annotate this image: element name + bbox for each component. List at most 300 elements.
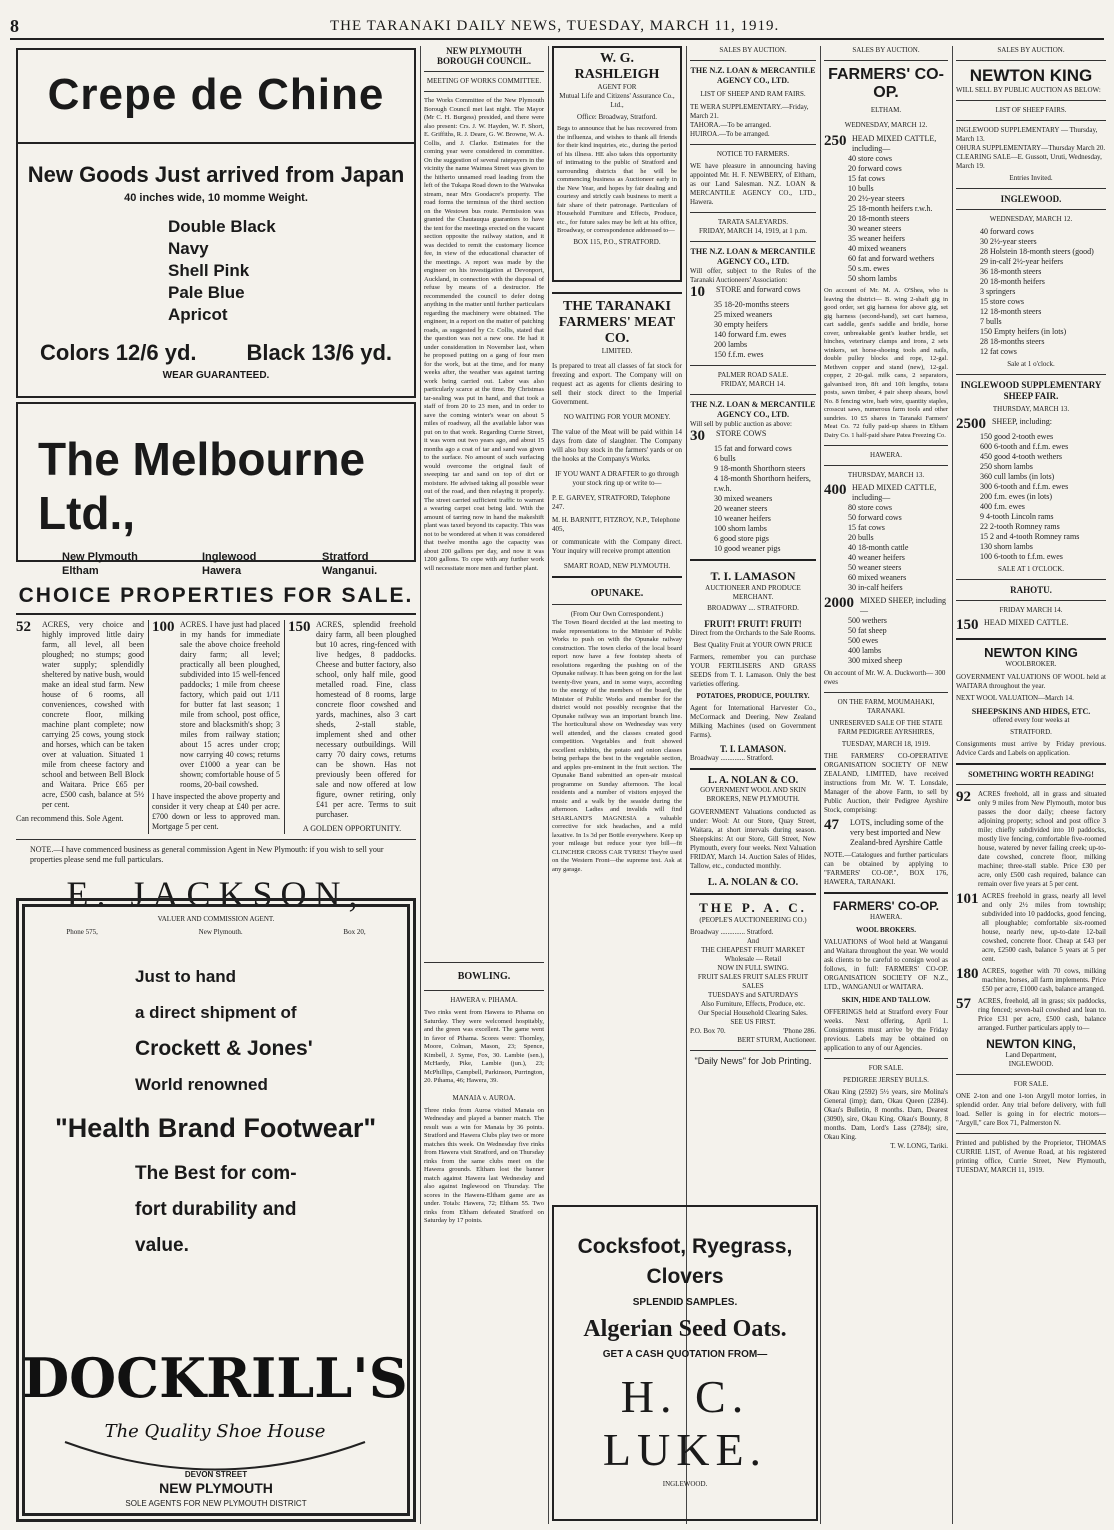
list-item: 50 fat sheep [848, 626, 887, 635]
list-item: 40 weaner heifers [848, 553, 905, 562]
rashleigh-body: Begs to announce that he has recovered from the influenza, and wishes to thank all friends for their kind inquiries, etc., during the period of his illness. HE also takes this opportunity of intimating to the public of Stratford and surrounding districts that he will be commencing business as Auctioneer early in the New Year, and hopes by fair dealing and courtesy and strictly cash business to merit a fair share of their patronage. Particulars of Household Furniture and Effects, Produce, etc., for future sales may be left at his office, Broadway, or correspondence addressed to— [557, 125, 677, 234]
dockrill-agents: SOLE AGENTS FOR NEW PLYMOUTH DISTRICT [125, 1499, 307, 1508]
list-item: 22 2-tooth Romney rams [980, 522, 1060, 531]
lot10-list [690, 300, 816, 360]
eltham-title: ELTHAM. [870, 106, 902, 114]
lot-title: SHEEP, including: [992, 417, 1053, 426]
nk3-loc: INGLEWOOD. [1008, 1060, 1054, 1068]
consign-body: Consignments must arrive by Friday previous. Advice Cards and Labels on application. [956, 740, 1106, 757]
tag-line: fort durability and [135, 1199, 297, 1220]
fair-item: INGLEWOOD SUPPLEMENTARY — Thursday, March 13. [956, 126, 1098, 143]
freezing-contact1: P. E. GARVEY, STRATFORD, Telephone 247. [552, 494, 671, 511]
melbourne-name: The Melbourne Ltd., [38, 433, 366, 539]
list-item: 15 fat and forward cows [714, 444, 792, 453]
hides-sub: offered every four weeks at [992, 716, 1070, 724]
divider [690, 893, 816, 895]
notice-body: WE have pleasure in announcing having appointed Mr. H. F. NEWBERY, of Eltham, as our Land Salesman. N.Z. LOAN & MERCANTILE AGENCY CO., LTD., Hawera. [690, 162, 816, 206]
skin-title: SKIN, HIDE AND TALLOW. [841, 996, 931, 1004]
fc-title: FARMERS' CO-OP. [828, 66, 944, 101]
list-item: 25 mixed weaners [714, 310, 773, 319]
freezing-drafter: IF YOU WANT A DRAFTER to go through your stock ring up or write to— [555, 470, 679, 487]
list-item: 140 forward f.m. ewes [714, 330, 787, 339]
seed-quote: GET A CASH QUOTATION FROM— [602, 1349, 768, 1360]
column-borough [424, 46, 544, 1524]
borough-subtitle: MEETING OF WORKS COMMITTEE. [426, 77, 542, 85]
lot-52 [16, 620, 144, 834]
divider [690, 1050, 816, 1051]
freezing-no-wait: NO WAITING FOR YOUR MONEY. [563, 413, 671, 421]
freezing-ad [552, 292, 682, 578]
list-item: 20 2½-year steers [848, 194, 905, 203]
crepe-ad [16, 48, 416, 398]
lot30-list [690, 444, 816, 554]
divider [690, 768, 816, 770]
list-item: 150 Empty heifers (in lots) [980, 327, 1067, 336]
nzloan3-intro: Will sell by public auction as above: [690, 420, 792, 428]
jersey-sign: T. W. LONG, Tariki. [890, 1142, 948, 1150]
seed-title2: Clovers [646, 1265, 724, 1288]
column-rule [820, 46, 821, 1524]
pac-fruit: THE CHEAPEST FRUIT MARKET [701, 946, 805, 954]
divider [690, 212, 816, 213]
divider [824, 892, 948, 894]
list-item: 4 18-month Shorthorn heifers, r.w.h. [714, 474, 811, 493]
divider [956, 374, 1106, 375]
crepe-color-list [168, 216, 414, 326]
ing-date: WEDNESDAY, MARCH 12. [989, 215, 1073, 223]
divider [956, 120, 1106, 121]
lot-title: STORE COWS [716, 429, 767, 438]
color-item: Double Black [168, 217, 276, 236]
choice-properties-ad [16, 570, 416, 936]
entries-note: Entries Invited. [1009, 174, 1053, 182]
list-item: 360 cull lambs (in lots) [980, 472, 1055, 481]
lot-title: HEAD MIXED CATTLE. [984, 618, 1069, 627]
pac-clear: Our Special Household Clearing Sales. [698, 1009, 808, 1017]
seed-oats: Algerian Seed Oats. [583, 1316, 787, 1342]
lot-text: ACRES, together with 70 cows, milking machine, horses, all farm implements. Price £50 per acre, £1000 cash, balance arranged. [982, 967, 1106, 993]
lot-number: 180 [956, 966, 979, 982]
list-item: 600 6-tooth and f.f.m. ewes [980, 442, 1069, 451]
dockrill-brand: "Health Brand Footwear" [55, 1113, 377, 1143]
nk2-title: NEWTON KING [984, 645, 1078, 660]
seed-samples: SPLENDID SAMPLES. [632, 1297, 738, 1308]
lamason-role: AUCTIONEER AND PRODUCE MERCHANT. [705, 584, 801, 601]
crepe-headline: New Goods Just arrived from Japan [27, 162, 405, 187]
lot400-list [824, 503, 948, 593]
list-item: 25 18-month heifers r.w.h. [848, 204, 933, 213]
dockrill-ad [16, 898, 416, 1522]
list-item: 10 good weaner pigs [714, 544, 781, 553]
lot-text: ACRES. I have just had placed in my hands for immediate sale the above choice freehold dairy farm; all level; practically all been ploughed, subdivided into 15 well-fenced paddocks; 1 mile from cheese factory, which paid out 1/11 for butter fat last season; 1 mile from school, post office, store and blacksmith's shop; 3 miles from railway station; about 15 acres under crop; now carrying 40 cows; returns over £1000 a year can be shown; comfortable house of 5 rooms, 20-bail cowshed. [180, 620, 280, 789]
lamason2-title: T. I. LAMASON. [719, 744, 787, 754]
rashleigh-role2: Mutual Life and Citizens' Assurance Co., Ltd., [559, 92, 675, 109]
ing-time: Sale at 1 o'clock. [1007, 360, 1055, 368]
fair-item: CLEARING SALE—E. Gussott, Uruti, Wednesday, March 19. [956, 153, 1102, 170]
pac-loc: Broadway .............. Stratford. [690, 928, 774, 936]
color-item: Navy [168, 239, 209, 258]
opunake-title: OPUNAKE. [590, 588, 644, 599]
rahotu-date: FRIDAY MARCH 14. [999, 606, 1063, 614]
palmer-date: FRIDAY, MARCH 14. [720, 380, 786, 388]
divider [824, 1058, 948, 1059]
divider [956, 100, 1106, 101]
pac-title: THE P. A. C. [699, 900, 807, 915]
column-rule [548, 46, 549, 1524]
moumahaki-title: ON THE FARM, MOUMAHAKI, TARANAKI. [837, 698, 935, 715]
lot250-list [824, 154, 948, 284]
list-item: 100 shorn lambs [714, 524, 767, 533]
lot-text: ACRES, very choice and highly improved little dairy farm, all level, all been ploughed; no stumps; good water supply; splendidly sheltered by native bush, would make an ideal stud farm. New house of 6 rooms, all conveniences, cowshed with concrete floor, milking machine plant complete; now carrying 25 cows, young stock and horses, which can be taken over at valuation. Situated 1 mile from cheese factory and school and between Bell Block and Waitara. Price £65 per acre, £500 cash, balance at 5½ per cent. [42, 620, 144, 809]
tarata-date: FRIDAY, MARCH 14, 1919, at 1 p.m. [699, 227, 807, 235]
divider [16, 839, 416, 840]
wool-title: WOOL BROKERS. [856, 926, 916, 934]
daily-news-note: "Daily News" for Job Printing. [694, 1056, 812, 1066]
list-item: 7 bulls [980, 317, 1002, 326]
freezing-sub: LIMITED. [601, 347, 633, 355]
jackson-town: New Plymouth. [198, 928, 243, 936]
rashleigh-box: BOX 115, P.O., STRATFORD. [573, 237, 661, 246]
list-item: 6 good store pigs [714, 534, 769, 543]
bowling-title: BOWLING. [457, 971, 511, 982]
column-5 [956, 46, 1106, 1524]
list-item: 9 4-tooth Lincoln rams [980, 512, 1054, 521]
opunake-article [552, 588, 682, 1075]
lot-title: HEAD MIXED CATTLE, including— [852, 134, 937, 153]
opunake-sub: (From Our Own Correspondent.) [570, 610, 664, 618]
freezing-title: THE TARANAKI FARMERS' MEAT CO. [558, 299, 676, 346]
lot-number: 10 [690, 284, 705, 300]
sf-list [956, 432, 1106, 562]
divider [956, 784, 1106, 785]
pac-days: TUESDAYS and SATURDAYS [707, 991, 799, 999]
fair-item: TE WERA SUPPLEMENTARY.—Friday, March 21. [690, 103, 809, 120]
lot-number: 150 [956, 617, 979, 633]
jackson-phone: Phone 575, [66, 928, 98, 936]
lot-number: 101 [956, 891, 979, 907]
forsale-title: FOR SALE. [868, 1064, 904, 1072]
divider [690, 60, 816, 61]
list-item: 10 weaner heifers [714, 514, 771, 523]
lamason2-loc: Broadway .............. Stratford. [690, 754, 774, 762]
imprint: Printed and published by the Proprietor, THOMAS CURRIE LIST, of Avenue Road, at his registered printing office, Currie Street, New Plymouth, TUESDAY, MARCH 11, 1919. [956, 1139, 1106, 1174]
price-black: Black 13/6 yd. [246, 340, 392, 365]
tag-line: value. [135, 1235, 189, 1256]
bowling-body1: Two rinks went from Hawera to Pihama on Saturday. They were welcomed hospitably, and the green was excellent. The game went in favor of Pihama. Scores were: Thornley, Moore, Colman, Mason, 23; Spence, Kimbell, J. Syme, Fox, 30. Lambie (sen.), McHardy, Pike, Lambie (jun.), 23; McPhillips, Campbell, Parkinson, Purrington, 20. Pihama, 46; Hawera, 39. [424, 1009, 544, 1084]
fruit-body: Direct from the Orchards to the Sale Rooms. [690, 629, 816, 637]
divider [424, 91, 544, 92]
bowling-sub1: HAWERA v. PIHAMA. [450, 996, 518, 1004]
nolan-body: GOVERNMENT Valuations conducted as under: Wool: At our Store, Quay Street, Waitara, at short intervals during season. Sheepskins: At our Store, Gill Street, New Plymouth, every four weeks. Next Valuation FRIDAY, March 14. Auction Sales of Hides, Tallow, etc., conducted monthly. [690, 808, 816, 870]
pac-phone: 'Phone 286. [783, 1027, 816, 1035]
list-title: LIST OF SHEEP AND RAM FAIRS. [700, 90, 806, 98]
dockrill-logo [22, 1337, 408, 1477]
list-item: 40 forward cows [980, 227, 1034, 236]
crepe-title: Crepe de Chine [47, 70, 385, 119]
price-colors: Colors 12/6 yd. [40, 340, 197, 365]
seed-name: H. C. LUKE. [602, 1371, 768, 1475]
palmer-title: PALMER ROAD SALE. [717, 371, 789, 379]
jersey-title: PEDIGREE JERSEY BULLS. [843, 1076, 929, 1084]
pac-agent: BERT STURM, Auctioneer. [737, 1036, 816, 1044]
list-item: 400 f.m. ewes [980, 502, 1025, 511]
list-item: 50 forward cows [848, 513, 902, 522]
wool-body: VALUATIONS of Wool held at Wanganui and Waitara throughout the year. We would ask clients to be careful to consign wool as follows, in full: FARMERS' CO-OP. ORGANISATION SOCIETY OF N.Z., LTD., WANGANUI or WAITARA. [824, 938, 948, 991]
freezing-contact2: M. H. BARNITT, FITZROY, N.P., Telephone 405, [552, 516, 680, 533]
seed-title1: Cocksfoot, Ryegrass, [577, 1235, 793, 1258]
potatoes-title: POTATOES, PRODUCE, POULTRY. [696, 692, 810, 700]
list-item: 35 18-20-months steers [714, 300, 790, 309]
divider [956, 209, 1106, 210]
lot-number: 57 [956, 996, 971, 1012]
crepe-guarantee: WEAR GUARANTEED. [162, 370, 270, 381]
dockrill-tag [135, 1156, 407, 1264]
divider [552, 292, 682, 294]
list-item: 450 good 4-tooth wethers [980, 452, 1062, 461]
lot-text: ACRES freehold in grass, nearly all level and only 2½ miles from township; subdivided into 10 paddocks, good fencing, all ploughable; comfortable six-roomed house, nearly new, up-to-date 12-bail cowshed, concrete floor. Cheap at £43 per acre, £2500 cash, balance 5 years at 5 per cent. [982, 892, 1106, 963]
divider [552, 604, 682, 605]
lot-title: LOTS, including some of the very best imported and New Zealand-bred Ayrshire Cattle [850, 818, 944, 847]
list-item: 15 fat cows [848, 523, 885, 532]
list-item: 15 store cows [980, 297, 1024, 306]
list-item: 6 bulls [714, 454, 736, 463]
lot-number: 400 [824, 482, 847, 498]
nk-intro: WILL SELL BY PUBLIC AUCTION AS BELOW: [956, 86, 1101, 94]
tag-line: The Best for com- [135, 1163, 297, 1184]
list-item: 60 mixed weaners [848, 573, 907, 582]
divider [552, 576, 682, 578]
col5-header: SALES BY AUCTION. [997, 46, 1065, 54]
lot-number: 30 [690, 428, 705, 444]
divider [690, 394, 816, 395]
nolan-title: L. A. NOLAN & CO. [707, 775, 799, 786]
column-rule [420, 46, 421, 1524]
divider [956, 188, 1106, 189]
list-item: 15 fat cows [848, 174, 885, 183]
list-item: 20 forward cows [848, 164, 902, 173]
lot2000-list [824, 616, 948, 666]
color-item: Pale Blue [168, 283, 245, 302]
ayrshire-title: UNRESERVED SALE OF THE STATE FARM PEDIGREE AYRSHIRES, [829, 719, 943, 736]
col4-header: SALES BY AUCTION. [852, 46, 920, 54]
list-item: 9 18-month Shorthorn steers [714, 464, 806, 473]
ayrshire-date: TUESDAY, MARCH 18, 1919. [841, 740, 931, 748]
sf-time: SALE AT 1 O'CLOCK. [997, 565, 1065, 573]
luke-seed-ad [552, 1205, 818, 1521]
intro-line: a direct shipment of [135, 1003, 297, 1022]
list-item: 200 f.m. ewes (in lots) [980, 492, 1052, 501]
divider [956, 1074, 1106, 1075]
column-3 [690, 46, 816, 1196]
town: Inglewood [202, 551, 257, 563]
nzloan3: THE N.Z. LOAN & MERCANTILE AGENCY CO., LTD. [690, 400, 816, 419]
jackson-name: E. JACKSON, [66, 874, 366, 914]
town: Stratford [322, 551, 369, 563]
lot-number: 250 [824, 133, 847, 149]
crepe-prices [18, 340, 414, 366]
list-item: 30 2½-year steers [980, 237, 1037, 246]
list-item: 20 18-month steers [848, 214, 910, 223]
freezing-body2: The value of the Meat will be paid within 14 days from date of slaughter. The Company will also buy stock in the farmers' yards or on the hooks at the Company's Works. [552, 428, 682, 463]
fc2-title: FARMERS' CO-OP. [833, 899, 939, 913]
divider [16, 613, 416, 615]
eltham-date: WEDNESDAY, MARCH 12. [844, 121, 928, 129]
list-item: 80 store cows [848, 503, 892, 512]
forsale-body: ONE 2-ton and one 1-ton Argyll motor lorries, in splendid order. Any trial before delivery, with full load. Seller is going in for electric motors— "Argyll," care Box 71, Palmerston N. [956, 1092, 1106, 1127]
rashleigh-name: W. G. RASHLEIGH [574, 51, 660, 82]
fairs-title: LIST OF SHEEP FAIRS. [995, 106, 1067, 114]
skin-body: OFFERINGS held at Stratford every Four weeks. Next offering, April 1. Consignments must arrive by the Friday previous. Labels may be obtained on application to any of our Agencies. [824, 1008, 948, 1052]
tarata-title: TARATA SALEYARDS. [717, 218, 789, 226]
rashleigh-role: AGENT FOR [597, 83, 637, 91]
lamason-title: T. I. LAMASON [710, 569, 796, 583]
list-item: 30 in-calf heifers [848, 583, 903, 592]
color-item: Shell Pink [168, 261, 250, 280]
pac-swing: NOW IN FULL SWING. [717, 964, 789, 972]
lot-number: 47 [824, 817, 839, 833]
divider [690, 144, 816, 145]
list-item: 130 shorn lambs [980, 542, 1033, 551]
divider [956, 763, 1106, 765]
divider [956, 1133, 1106, 1134]
nzloan2-intro: Will offer, subject to the Rules of the Taranaki Auctioneers' Association: [690, 267, 816, 284]
jackson-role: VALUER AND COMMISSION AGENT. [157, 915, 275, 923]
pac-see: SEE US FIRST. [730, 1018, 776, 1026]
bowling-body2: Three rinks from Auroa visited Manaia on Wednesday and played a banner match. The result was a win for Manaia by 36 points. Stratford and Hawera Clubs play two or more matches this week. On Wednesday five rinks from Hawera visit Stratford, and on Thursday rinks from the same clubs meet on the Hawera grounds. Eltham lost the banner match against Hawera last Wednesday and also against Inglewood on Thursday. The scores in the Hawera-Eltham game are as under. Totals: Hawera, 72; Eltham 55. Two rinks from Eltham defeated Stratford on Saturday by 17 points. [424, 1106, 544, 1224]
list-item: 500 ewes [848, 636, 878, 645]
lot-title: MIXED SHEEP, including— [860, 596, 946, 615]
ayrshire-body: THE FARMERS' CO-OPERATIVE ORGANISATION SOCIETY OF NEW ZEALAND, LIMITED, have received instructions from Mr. W. T. Lonsdale, Manager of the above Farm, to sell by Public Auction, their Pedigree Ayrshire Stock, comprising: [824, 752, 948, 814]
divider [424, 71, 544, 72]
fert-body: Farmers, remember you can purchase YOUR FERTILISERS AND GRASS SEEDS from T. I. Lamason. Only the best varieties offering. [690, 653, 816, 688]
lot-150 [284, 620, 416, 834]
page-number: 8 [10, 16, 20, 36]
hides-title: SHEEPSKINS AND HIDES, ETC. [971, 707, 1091, 716]
closing-right: A GOLDEN OPPORTUNITY. [302, 824, 402, 833]
list-item: 10 bulls [848, 184, 874, 193]
list-item: 30 empty heifers [714, 320, 768, 329]
lot-title: HEAD MIXED CATTLE, including— [852, 483, 937, 502]
divider [956, 600, 1106, 601]
lot-text: ACRES, freehold, all in grass; six paddocks, ring fenced; seven-bail cowshed and lean to. Price £31 per acre, £500 cash, balance arranged. Further particulars apply to— [978, 997, 1106, 1032]
jackson-box: Box 20, [343, 928, 366, 936]
town: New Plymouth [62, 551, 138, 563]
masthead-title: THE TARANAKI DAILY NEWS, TUESDAY, MARCH 11, 1919. [330, 18, 780, 34]
list-item: 50 s.m. ewes [848, 264, 890, 273]
sf-date: THURSDAY, MARCH 13. [992, 405, 1070, 413]
fair-item: TAHORA.—To be arranged. [690, 121, 771, 129]
gov-body: GOVERNMENT VALUATIONS OF WOOL held at WAITARA throughout the year. [956, 673, 1106, 690]
masthead [10, 14, 1104, 40]
hides-loc: STRATFORD. [1010, 728, 1052, 736]
list-item: 30 weaner steers [848, 224, 902, 233]
closing-left: Can recommend this. Sole Agent. [16, 814, 124, 823]
list-item: 35 weaner heifers [848, 234, 905, 243]
color-item: Apricot [168, 305, 228, 324]
sale-body: On account of Mr. M. A. O'Shea, who is leaving the district— B. wing 2-shaft gig in good order, set gig harness for above gig, set gig harness (second-hand), set cart harness, cart saddle, gent's saddle and bridle, horse cover, unbreakable gent's leather bridle, set hinches, veterinary clamps and irons, 2 sets winkers, set horse-shoeing tools and nails, double pulley blocks and rope, 12-gal. Methven copper and stand (new), 12-gal. copper, 2 20-gal. milk cans, 2 separators, galvanised iron, 8ft and 10ft lengths, totara posts, sawn timber, 4 pair sheep shears, bowl No. 8 fencing wire, barb wire, quantity staples, crosscut saws, numerous farm tools and other sundries. 10 £5 shares in Taranaki Farmers' Meat Co. 72 fully paid-up shares in Eltham Dairy Co. 1 half-paid share Patea Freezing Co. [824, 287, 948, 439]
list-item: 29 in-calf 2½-year heifers [980, 257, 1064, 266]
pac-also: Also Furniture, Effects, Produce, etc. [700, 1000, 806, 1008]
freezing-address: SMART ROAD, NEW PLYMOUTH. [563, 562, 671, 570]
lot-text: ACRES freehold, all in grass and situated only 9 miles from New Plymouth, motor bus passes the door daily; cheese factory adjoining property; school and post office 3 mile; chiefly subdivided into 10 paddocks, mostly live fencing, comfortable five-roomed house, watered by never failing creek; up-to-date cowshed, concrete floor, milking machine; three-stall stable. Price £30 per acre, only £500 cash required, balance can remain over five years at 5 per cent. [978, 790, 1106, 888]
closing-mid: I have inspected the above property and consider it very cheap at £40 per acre. £700 down or less to approved man. Mortgage 5 per cent. [152, 792, 280, 831]
lot-number: 2000 [824, 595, 854, 611]
nolan2-title: L. A. NOLAN & CO. [707, 877, 799, 888]
nzloan2: THE N.Z. LOAN & MERCANTILE AGENCY CO., LTD. [690, 247, 816, 266]
opunake-body: The Town Board decided at the last meeting to make representations to the Minister of Public Works to push on with the Opunake railway construction. The town clerks of the local board report now have a few footstep sheets of resolutions regarding the pushing on of the Opunake railway. It has been going on for the last twenty-five years, and in some ways, according to the energy of the members of the board, the Minister of Public Works and member for the district would not possibly recognise that the Opunake railway was an important branch line. The horticultural show on Wednesday was very well attended, and the classes created good competition. Vegetables and fruit showed excellent exhibits, the potato and onion classes being perhaps the best in the vegetable section, and apples pre-eminent in the fruit section. The Opunake Band submitted an open-air musical programme on Sunday afternoon. The local residents and a number of visitors enjoyed the music and a walk by the seaside during the afternoon. Ladies and invalids will find SHARLAND'S MAGNESIA a valuable corrective for sick headaches, and a mild laxative. In 1s 3d per Bottle everywhere. Keep up your mileage but reduce your tyre bill—fit CLINCHER CROSS CAR TYRES! They're used on the Western Front—the supreme test. Ask at any garage. [552, 619, 682, 873]
col3-header: SALES BY AUCTION. [719, 46, 787, 54]
borough-title: NEW PLYMOUTH BOROUGH COUNCIL. [436, 46, 531, 66]
divider [424, 962, 544, 963]
nzloan1: THE N.Z. LOAN & MERCANTILE AGENCY CO., LTD. [690, 66, 816, 85]
lot-100 [148, 620, 280, 834]
next-val: NEXT WOOL VALUATION—March 14. [956, 694, 1074, 702]
forsale-title: FOR SALE. [1013, 1080, 1049, 1088]
choice-lots [16, 620, 416, 834]
divider [424, 990, 544, 991]
agent-body: Agent for International Harvester Co., McCormack and Deering, New Zealand Milking Machines (used on Government Farms). [690, 704, 816, 739]
lot-number: 92 [956, 789, 971, 805]
pac-box: P.O. Box 70. [690, 1027, 726, 1035]
melbourne-ad [16, 402, 416, 577]
town: Eltham [62, 565, 99, 577]
fair-item: OHURA SUPPLEMENTARY—Thursday March 20. [956, 144, 1106, 152]
nk3-title: NEWTON KING, [986, 1037, 1076, 1051]
hawera-title: HAWERA. [870, 451, 902, 459]
pac-ws: Wholesale — Retail [724, 955, 782, 963]
list-item: 15 2 and 4-tooth Romney rams [980, 532, 1080, 541]
lot-number: 150 [288, 619, 311, 635]
list-item: 50 weaner steers [848, 563, 902, 572]
freezing-body: Is prepared to treat all classes of fat stock for freezing and export. The Company will on request act as agents for clients desiring to sell their stock direct to the Imperial Government. [552, 362, 682, 406]
inglewood-title: INGLEWOOD. [1000, 194, 1062, 204]
borough-body: The Works Committee of the New Plymouth Borough Council met last night. The Mayor (Mr C. H. Burgess) presided, and there were also present: Crs. J. W. Hayden, W. F. Short, E. Griffiths, R. J. Deare, G. W. Browne, W. A. Collis, and J. Clarke. Estimates for the coming year were considered in committee. On the suggestion of several ratepayers in the vicinity the name Waimea Street was given to the hitherto unnamed road leading from the left of the Tukapa Road down to the Waiwaka stream, near Mrs Goodacre's property. The road forms the terminus of the third section on the Westown bus route. Permission was granted the Chautauqua guarantors to have the tent for the meetings erected on the vacant section opposite the railway station, and it was decided to remit the customary licence fee, in view of the educational character of the meetings. A report was made by the engineer on his investigation at Devonport, Auckland, in connection with the disposal of refuse by means of a destructor. He recommended the council to defer doing anything in the matter until further particulars regarding the machinery were obtained. The engineer, in a report on the matter of patching roads, as suggested by Cr. Collis, stated that the question was not a new one. He had it under consideration in November last, when he proposed putting on a gang of four men for the work, but at the time, and for many weeks after, the weather was against tarring work being carried out. Labor was also particularly scarce at the time. By Christmas tar-sealing was put in hand, and that took a staff of from 20 to 23 men, and in order to save the coming winter's wear on about 5 miles of roadway, all the available labor was put on to that work. Regarding Currie Street, it was worn out two years ago, and about 15 months ago a coat of tar and sand was given to the surface. No amount of such surfacing would overcome the original fault of sweeping tar and sand on top of dirt or moisture. He advised taking all possible wear out of the road, and then relaying it properly. The street carried sufficient traffic to warrant a wearing carpet coat being laid. With the amount of tarring now in hand the makeshift plant was taxed beyond its capacity. This was not to be wondered at when it was considered that twelve months ago the capacity was about 200 gallons per day, and now it was 1200 gallons. To cope with any further work will necessitate more men and further plant. [424, 97, 544, 572]
divider [824, 465, 948, 466]
dockrill-logo-sub: The Quality Shoe House [104, 1421, 326, 1442]
pac-contact [690, 1027, 816, 1036]
lot-title: STORE and forward cows [716, 285, 801, 294]
worth-title: SOMETHING WORTH READING! [968, 770, 1094, 779]
divider [824, 60, 948, 61]
list-item: 12 18-month steers [980, 307, 1042, 316]
list-item: 500 wethers [848, 616, 887, 625]
nk3-role: Land Department, [1005, 1051, 1057, 1059]
intro-line: Just to hand [135, 967, 237, 986]
list-item: 3 springers [980, 287, 1016, 296]
fair-item: HUIROA.—To be arranged. [690, 130, 770, 138]
choice-note: NOTE.—I have commenced business as general commission Agent in New Plymouth: if you wish to sell your properties please send me full particulars. [30, 845, 384, 864]
duckworth-note: On account of Mr. W. A. Duckworth— 300 ewes [824, 669, 946, 686]
sheepfair-title: INGLEWOOD SUPPLEMENTARY SHEEP FAIR. [960, 380, 1102, 401]
list-item: 28 Holstein 18-month steers (good) [980, 247, 1094, 256]
pac-sub: (PEOPLE'S AUCTIONEERING CO.) [699, 916, 807, 924]
choice-title: CHOICE PROPERTIES FOR SALE. [18, 584, 414, 607]
jersey-body: Okau King (2592) 5½ years, sire Molina's General (imp); dam, Okau Queen (2284). Okau's Bulletin, 8 months. Dam, Dearest (3090), sire, Okau King. Okau's Bounty, 8 months. Dam, Lord's Lass (2784); sire, Okau King. [824, 1088, 948, 1141]
list-item: 150 f.f.m. ewes [714, 350, 764, 359]
pac-and: And [746, 937, 760, 945]
list-item: 150 good 2-tooth ewes [980, 432, 1054, 441]
ing-list [956, 227, 1106, 357]
town: Hawera [202, 565, 242, 577]
list-item: 36 18-month steers [980, 267, 1042, 276]
bowling-sub2: MANAIA v. AUROA. [452, 1093, 516, 1102]
dockrill-logo-text: DOCKRILL'S [22, 1346, 408, 1410]
list-item: 300 mixed sheep [848, 656, 903, 665]
seed-town: INGLEWOOD. [662, 1480, 708, 1488]
list-item: 60 fat and forward wethers [848, 254, 935, 263]
list-item: 400 lambs [848, 646, 882, 655]
fruit-price: Best Quality Fruit at YOUR OWN PRICE [693, 641, 813, 649]
